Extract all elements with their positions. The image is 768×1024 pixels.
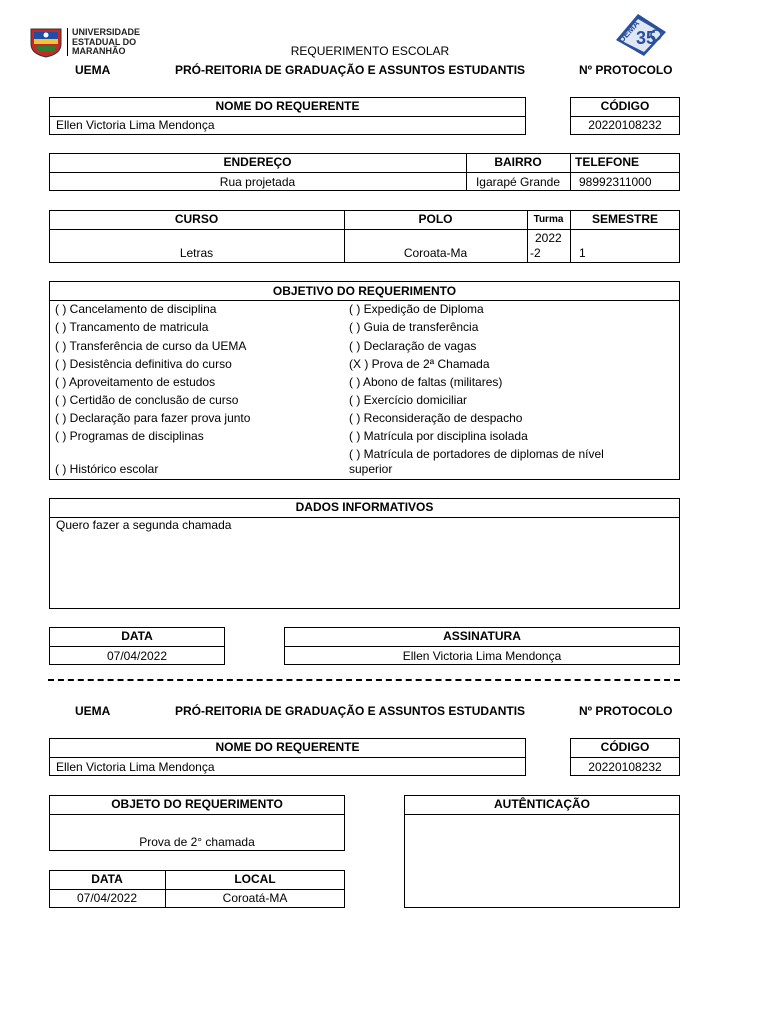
address-header: ENDEREÇO bbox=[223, 155, 292, 169]
logo-line-2: ESTADUAL DO bbox=[72, 36, 137, 47]
info-text-field[interactable]: Quero fazer a segunda chamada bbox=[56, 518, 232, 532]
stub-place-field[interactable]: Coroatá-MA bbox=[222, 891, 288, 905]
district-field[interactable]: Igarapé Grande bbox=[475, 175, 561, 189]
course-field[interactable]: Letras bbox=[179, 246, 214, 260]
stub-auth-header: AUTÊNTICAÇÃO bbox=[494, 797, 590, 811]
stub-code-field[interactable]: 20220108232 bbox=[588, 760, 662, 774]
badge-number: 35 bbox=[636, 28, 657, 48]
stub-auth-box bbox=[404, 795, 680, 908]
cut-line bbox=[48, 679, 680, 681]
option-segunda-chamada[interactable]: (X ) Prova de 2ª Chamada bbox=[349, 357, 490, 371]
stub-place-header: LOCAL bbox=[234, 872, 276, 886]
info-box bbox=[49, 498, 680, 609]
address-field[interactable]: Rua projetada bbox=[219, 175, 296, 189]
option-certidao[interactable]: ( ) Certidão de conclusão de curso bbox=[55, 393, 239, 407]
option-guia[interactable]: ( ) Guia de transferência bbox=[349, 320, 479, 334]
option-cancelamento[interactable]: ( ) Cancelamento de disciplina bbox=[55, 302, 217, 316]
anniversary-badge-icon bbox=[612, 10, 670, 60]
stub-code-header: CÓDIGO bbox=[600, 740, 650, 754]
stub-object-header: OBJETO DO REQUERIMENTO bbox=[111, 797, 283, 811]
university-name bbox=[72, 28, 140, 57]
coat-of-arms-icon bbox=[28, 26, 64, 58]
info-header: DADOS INFORMATIVOS bbox=[295, 500, 434, 514]
option-declaracao-vagas[interactable]: ( ) Declaração de vagas bbox=[349, 339, 477, 353]
signature-header: ASSINATURA bbox=[443, 629, 521, 643]
class-field-line2[interactable]: -2 bbox=[530, 246, 541, 260]
requester-name-header: NOME DO REQUERENTE bbox=[215, 99, 360, 113]
semester-header: SEMESTRE bbox=[591, 212, 658, 226]
polo-header: POLO bbox=[418, 212, 453, 226]
district-header: BAIRRO bbox=[494, 155, 542, 169]
option-matricula-portadores[interactable]: ( ) Matrícula de portadores de diplomas de nível bbox=[349, 447, 604, 461]
option-desistencia[interactable]: ( ) Desistência definitiva do curso bbox=[55, 357, 232, 371]
badge-brand: UEMA bbox=[616, 18, 642, 45]
stub-protocol-label: Nº PROTOCOLO bbox=[579, 704, 673, 718]
class-field-line1[interactable]: 2022 bbox=[535, 231, 562, 245]
uema-label: UEMA bbox=[75, 63, 111, 77]
logo-line-3: MARANHÃO bbox=[72, 46, 126, 56]
option-transferencia[interactable]: ( ) Transferência de curso da UEMA bbox=[55, 339, 247, 353]
option-diploma[interactable]: ( ) Expedição de Diploma bbox=[349, 302, 484, 316]
stub-name-header: NOME DO REQUERENTE bbox=[215, 740, 360, 754]
pro-reitoria-title: PRÓ-REITORIA DE GRADUAÇÃO E ASSUNTOS ESTUDANTIS bbox=[175, 63, 526, 77]
option-reconsideracao[interactable]: ( ) Reconsideração de despacho bbox=[349, 411, 523, 425]
stub-name-field[interactable]: Ellen Victoria Lima Mendonça bbox=[56, 760, 215, 774]
stub-pro-reitoria-title: PRÓ-REITORIA DE GRADUAÇÃO E ASSUNTOS ESTUDANTIS bbox=[175, 704, 526, 718]
logo-divider bbox=[67, 28, 68, 56]
option-matricula-portadores-cont: superior bbox=[349, 462, 393, 476]
requester-code-field[interactable]: 20220108232 bbox=[588, 118, 662, 132]
stub-date-header: DATA bbox=[91, 872, 123, 886]
option-trancamento[interactable]: ( ) Trancamento de matricula bbox=[55, 320, 209, 334]
uema-35-badge bbox=[612, 10, 670, 60]
semester-field[interactable]: 1 bbox=[579, 246, 586, 260]
polo-field[interactable]: Coroata-Ma bbox=[403, 246, 468, 260]
course-header: CURSO bbox=[174, 212, 219, 226]
form-title: REQUERIMENTO ESCOLAR bbox=[290, 44, 450, 58]
option-programas[interactable]: ( ) Programas de disciplinas bbox=[55, 429, 204, 443]
option-exercicio[interactable]: ( ) Exercício domiciliar bbox=[349, 393, 468, 407]
class-header: Turma bbox=[533, 214, 564, 225]
option-aproveitamento[interactable]: ( ) Aproveitamento de estudos bbox=[55, 375, 216, 389]
phone-header: TELEFONE bbox=[575, 155, 640, 169]
signature-field[interactable]: Ellen Victoria Lima Mendonça bbox=[402, 649, 562, 663]
option-historico[interactable]: ( ) Histórico escolar bbox=[55, 462, 159, 476]
stub-uema-label: UEMA bbox=[75, 704, 111, 718]
stub-date-field[interactable]: 07/04/2022 bbox=[76, 891, 138, 905]
date-field[interactable]: 07/04/2022 bbox=[106, 649, 168, 663]
date-header: DATA bbox=[121, 629, 153, 643]
university-logo bbox=[28, 26, 64, 58]
option-matricula-isolada[interactable]: ( ) Matrícula por disciplina isolada bbox=[349, 429, 528, 443]
option-abono[interactable]: ( ) Abono de faltas (militares) bbox=[349, 375, 503, 389]
protocol-label: Nº PROTOCOLO bbox=[579, 63, 673, 77]
objective-header: OBJETIVO DO REQUERIMENTO bbox=[272, 284, 457, 298]
logo-line-1: UNIVERSIDADE bbox=[72, 27, 141, 37]
requester-code-header: CÓDIGO bbox=[600, 99, 650, 113]
stub-object-field[interactable]: Prova de 2° chamada bbox=[139, 835, 255, 849]
option-declaracao-prova[interactable]: ( ) Declaração para fazer prova junto bbox=[55, 411, 251, 425]
phone-field[interactable]: 98992311000 bbox=[579, 175, 652, 189]
requester-name-field[interactable]: Ellen Victoria Lima Mendonça bbox=[56, 118, 215, 132]
